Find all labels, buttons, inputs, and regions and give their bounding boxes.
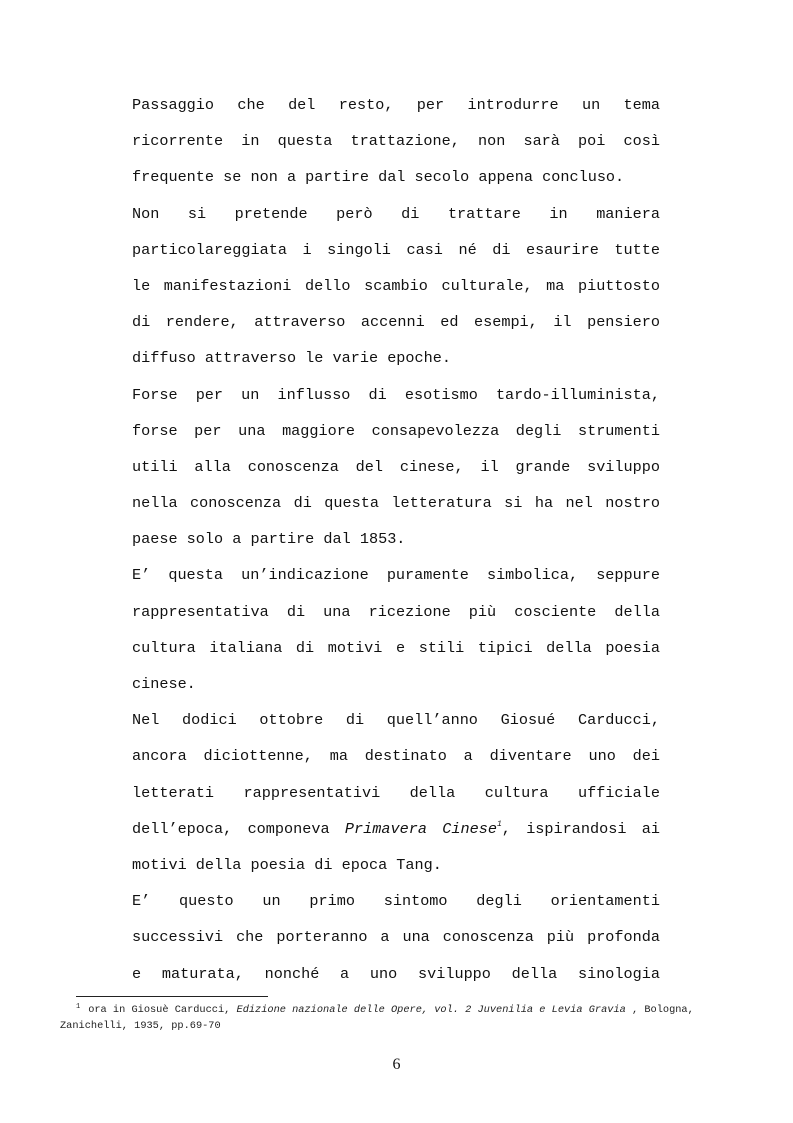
body-line: nella conoscenza di questa letteratura si ha nel nostro	[132, 494, 660, 513]
body-line: cultura italiana di motivi e stili tipici della poesia	[132, 638, 660, 657]
body-line: E’ questa un’indicazione puramente simbolica, seppure	[132, 566, 660, 585]
page-number: 6	[392, 1056, 401, 1073]
body-line: diffuso attraverso le varie epoche.	[132, 349, 451, 368]
text-segment: , ispirandosi ai	[501, 819, 660, 838]
body-text	[132, 87, 660, 992]
body-line: letterati rappresentativi della cultura ufficiale	[132, 783, 660, 802]
footnote	[60, 1002, 730, 1034]
footnote-number: 1	[76, 1003, 81, 1011]
body-line: motivi della poesia di epoca Tang.	[132, 855, 442, 874]
footnote-separator	[76, 996, 268, 997]
body-line: Forse per un influsso di esotismo tardo-illuminista,	[132, 385, 660, 404]
footnote-line	[60, 1002, 730, 1018]
poem-title: Primavera Cinese	[344, 819, 497, 838]
footnote-line: Zanichelli, 1935, pp.69-70	[60, 1020, 221, 1032]
body-line: le manifestazioni dello scambio culturale, ma piuttosto	[132, 276, 660, 295]
body-line: rappresentativa di una ricezione più cosciente della	[132, 602, 660, 621]
footnote-work-title: Edizione nazionale delle Opere, vol. 2 Juvenilia e Levia Gravia	[236, 1004, 626, 1016]
body-line: Passaggio che del resto, per introdurre un tema	[132, 96, 660, 114]
body-line: ancora diciottenne, ma destinato a diventare uno dei	[132, 747, 660, 766]
footnote-reference[interactable]: 1	[496, 819, 502, 829]
body-line: successivi che porteranno a una conoscenza più profonda	[132, 928, 660, 947]
text-segment: dell’epoca, componeva	[132, 819, 345, 838]
body-line: E’ questo un primo sintomo degli orientamenti	[132, 892, 660, 911]
footnote-text: , Bologna,	[625, 1004, 694, 1016]
body-line: e maturata, nonché a uno sviluppo della sinologia	[132, 964, 660, 983]
body-line: Non si pretende però di trattare in maniera	[132, 204, 660, 223]
body-line: utili alla conoscenza del cinese, il grande sviluppo	[132, 457, 660, 476]
body-line: forse per una maggiore consapevolezza degli strumenti	[132, 421, 660, 440]
body-line: particolareggiata i singoli casi né di esaurire tutte	[132, 240, 660, 259]
body-line: paese solo a partire dal 1853.	[132, 530, 406, 549]
body-line: di rendere, attraverso accenni ed esempi, il pensiero	[132, 313, 660, 332]
body-line: ricorrente in questa trattazione, non sarà poi così	[132, 132, 660, 151]
body-line: Nel dodici ottobre di quell’anno Giosué Carducci,	[132, 711, 660, 730]
body-line: frequente se non a partire dal secolo appena concluso.	[132, 168, 625, 187]
body-line: cinese.	[132, 675, 196, 693]
body-line-with-title	[132, 811, 660, 847]
footnote-text: ora in Giosuè Carducci,	[88, 1004, 237, 1016]
